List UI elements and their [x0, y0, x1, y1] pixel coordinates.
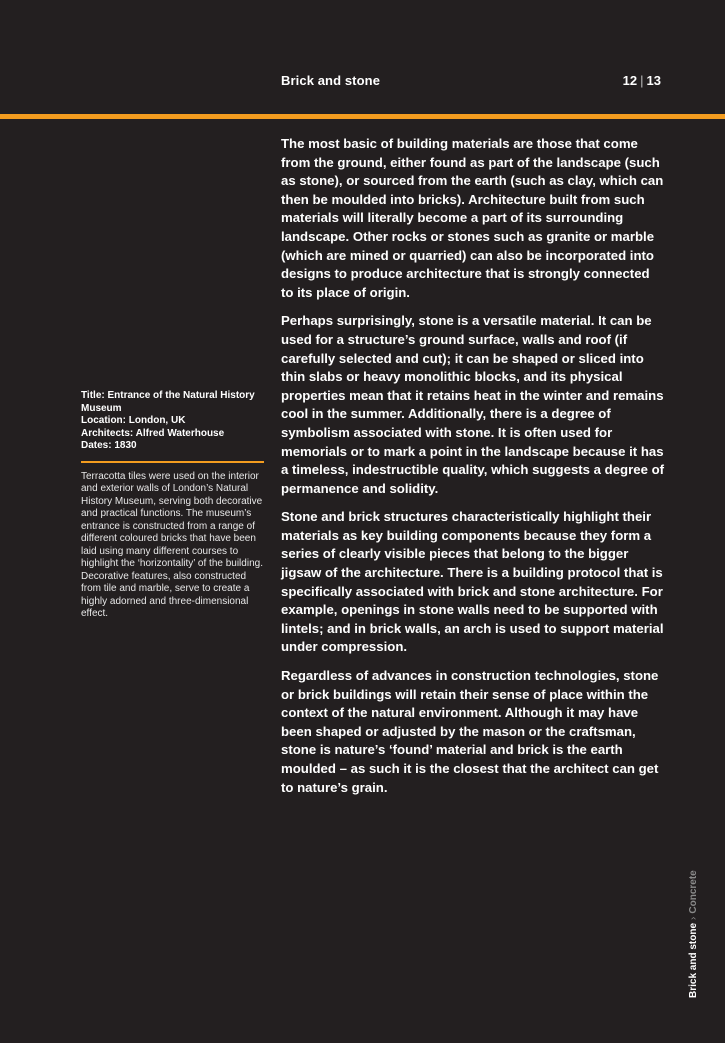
caption-rule [81, 461, 264, 463]
side-nav-current: Brick and stone [688, 922, 699, 998]
caption-architects: Architects: Alfred Waterhouse [81, 427, 225, 439]
body-paragraph-3: Stone and brick structures characteristically highlight their materials as key building components because they form a series of clearly visible pieces that belong to the bigger jigsaw of the architecture. There is a building protocol that is specifically associated with brick and stone architecture. For example, openings in stone walls need to be supported with lintels; and in brick walls, an arch is used to support material under compression. [281, 509, 664, 655]
body-paragraph-1: The most basic of building materials are those that come from the ground, either found as part of the landscape (such as stone), or sourced from the earth (such as clay, which can then be moulded into bricks). Architecture built from such materials will literally become a part of its surrounding landscape. Other rocks or stones such as granite or marble (which are mined or quarried) can also be incorporated into designs to produce architecture that is strongly connected to its place of origin. [281, 136, 664, 300]
side-nav-next: Concrete [688, 870, 699, 914]
body-paragraph-4: Regardless of advances in construction technologies, stone or brick buildings will retain their sense of place within the context of the natural environment. Although it may have been shaped or adjusted by the mason or the craftsman, stone is nature’s ‘found’ material and brick is the earth moulded – as such it is the closest that the architect can get to nature’s grain. [281, 668, 659, 795]
caption-location: Location: London, UK [81, 415, 186, 426]
caption-dates: Dates: 1830 [81, 440, 137, 451]
header-rule [0, 114, 725, 119]
page-number-left: 12 [622, 73, 638, 88]
body-text [281, 135, 665, 807]
caption-text: Terracotta tiles were used on the interior and exterior walls of London’s Natural History Museum, serving both decorative and practical functions. The museum’s entrance is constructed from a range of different coloured bricks that have been laid using many different courses to highlight the ‘horizontality’ of the building. Decorative features, also constructed from tile and marble, serve to create a highly adorned and three-dimensional effect. [81, 470, 263, 619]
page-number-separator: | [640, 73, 644, 88]
page-numbers [623, 73, 661, 88]
body-paragraph-2: Perhaps surprisingly, stone is a versatile material. It can be used for a structure’s ground surface, walls and roof (if carefully selected and cut); it can be shaped or sliced into thin slabs or heavy monolithic blocks, and its physical properties mean that it retains heat in the winter and remains cool in the summer. Additionally, there is a degree of symbolism associated with stone. It is often used for memorials or to mark a point in the landscape because it has a timeless, indestructible quality, which suggests a degree of permanence and solidity. [281, 313, 665, 496]
caption-title: Title: Entrance of the Natural History Museum [81, 390, 255, 414]
image-caption [81, 390, 264, 621]
page-header [0, 0, 725, 114]
chapter-title: Brick and stone [281, 73, 381, 88]
side-nav-arrow: › [688, 916, 699, 920]
page-number-right: 13 [646, 73, 661, 88]
side-navigation [686, 848, 704, 998]
